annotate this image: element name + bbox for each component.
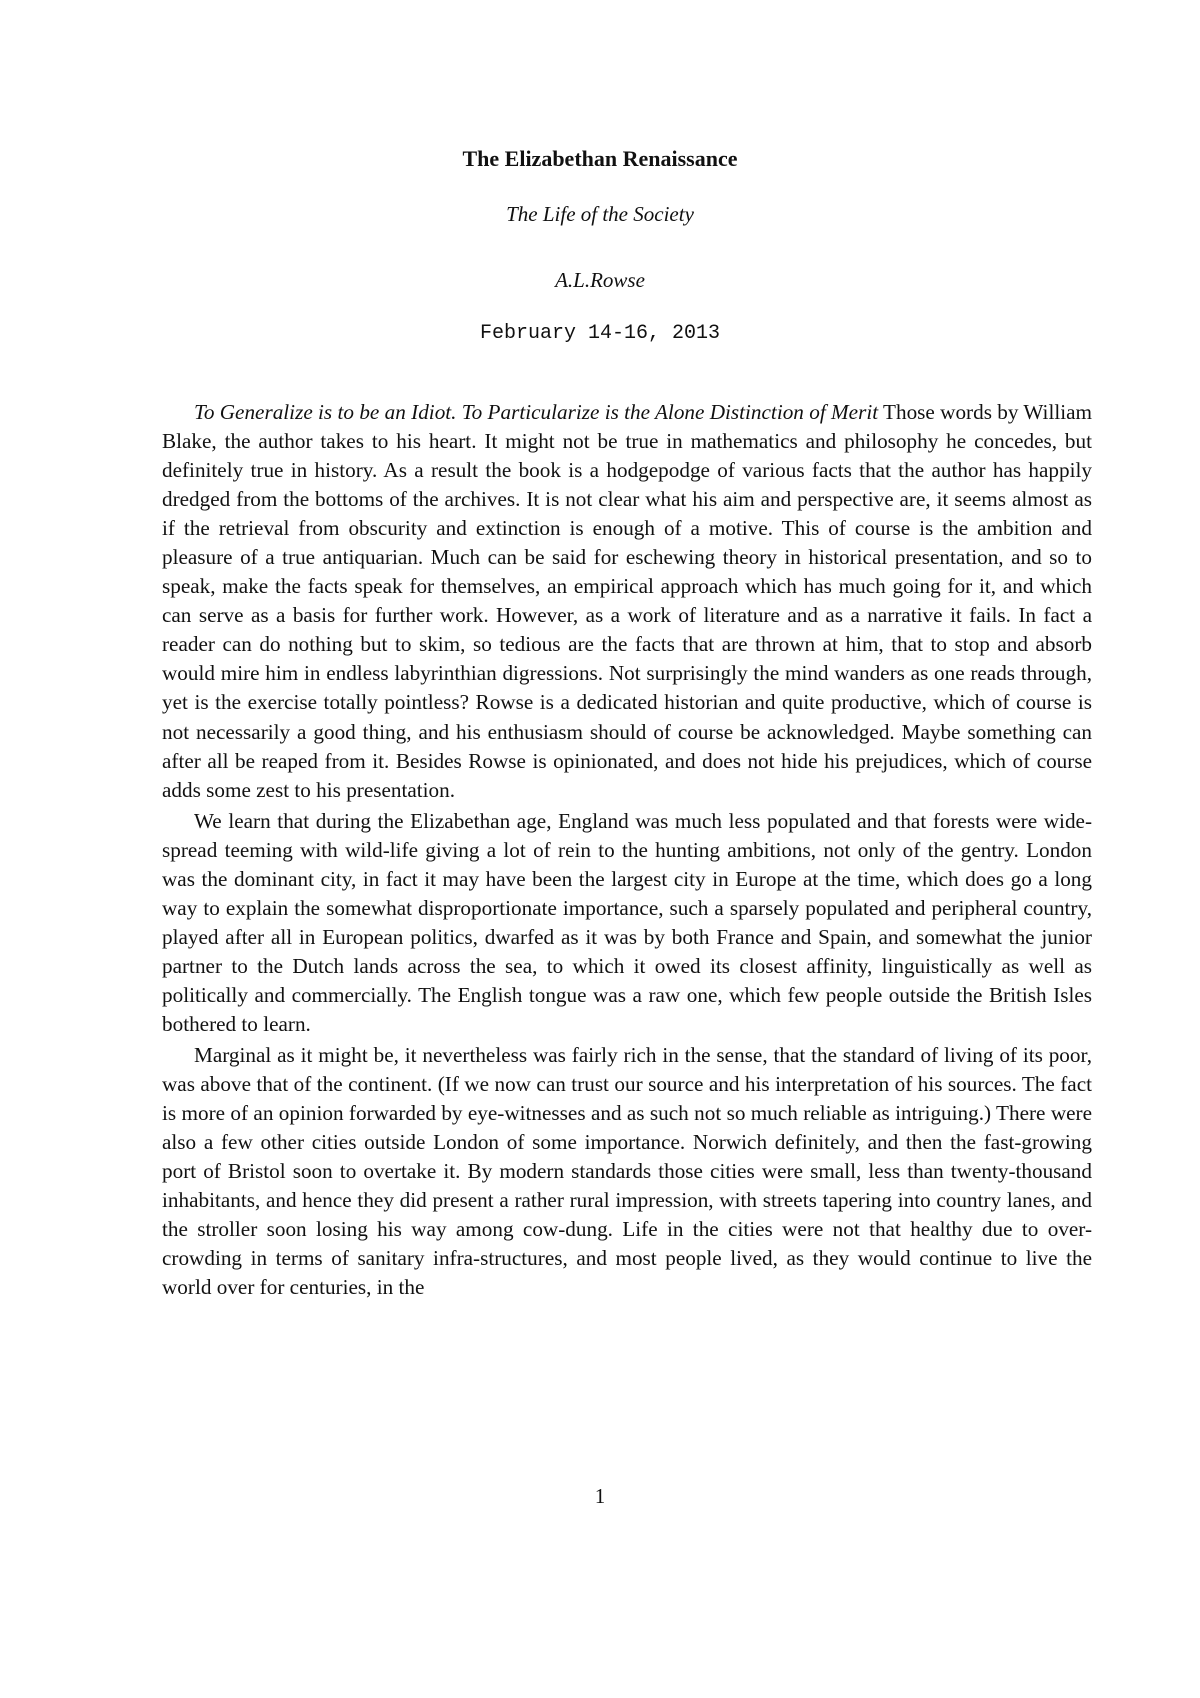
paragraph-3: Marginal as it might be, it nevertheless was fairly rich in the sense, that the standard of living of its poor, was above that of the continent. (If we now can trust our source and his interpretation of his sources. The fact is more of an opinion forwarded by eye-witnesses and as such not so much reliable as intriguing.) There were also a few other cities outside London of some importance. Norwich definitely, and then the fast-growing port of Bristol soon to overtake it. By modern standards those cities were small, less than twenty-thousand inhabitants, and hence they did present a rather rural impression, with streets tapering into country lanes, and the stroller soon losing his way among cow-dung. Life in the cities were not that healthy due to over-crowding in terms of sanitary infra-structures, and most people lived, as they would continue to live the world over for centuries, in the xyxy=(162,1043,1092,1300)
paragraph-1 xyxy=(162,398,1092,805)
epigraph-quote: To Generalize is to be an Idiot. To Particularize is the Alone Distinction of Merit xyxy=(194,400,879,424)
document-author: A.L.Rowse xyxy=(555,268,645,292)
paragraph-1-text: Those words by William Blake, the author takes to his heart. It might not be true in mathematics and philosophy he concedes, but definitely true in history. As a result the book is a hodgepodge of various facts that the author has happily dredged from the bottoms of the archives. It is not clear what his aim and perspective are, it seems almost as if the retrieval from obscurity and extinction is enough of a motive. This of course is the ambition and pleasure of a true antiquarian. Much can be said for eschewing theory in historical presentation, and so to speak, make the facts speak for themselves, an empirical approach which has much going for it, and which can serve as a basis for further work. However, as a work of literature and as a narrative it fails. In fact a reader can do nothing but to skim, so tedious are the facts that are thrown at him, that to stop and absorb would mire him in endless labyrinthian digressions. Not surprisingly the mind wanders as one reads through, yet is the exercise totally pointless? Rowse is a dedicated historian and quite productive, which of course is not necessarily a good thing, and his enthusiasm should of course be acknowledged. Maybe something can after all be reaped from it. Besides Rowse is opinionated, and does not hide his prejudices, which of course adds some zest to his presentation. xyxy=(162,400,1092,802)
document-body xyxy=(162,398,1092,1304)
document-date: February 14-16, 2013 xyxy=(479,322,721,345)
document-title: The Elizabethan Renaissance xyxy=(462,146,738,171)
page-number: 1 xyxy=(594,1484,606,1508)
paragraph-2: We learn that during the Elizabethan age, England was much less populated and that forests were wide-spread teeming with wild-life giving a lot of rein to the hunting ambitions, not only of the gentry. London was the dominant city, in fact it may have been the largest city in Europe at the time, which does go a long way to explain the somewhat disproportionate importance, such a sparsely populated and peripheral country, played after all in European politics, dwarfed as it was by both France and Spain, and somewhat the junior partner to the Dutch lands across the sea, to which it owed its closest affinity, linguistically as well as politically and commercially. The English tongue was a raw one, which few people outside the British Isles bothered to learn. xyxy=(162,808,1092,1036)
document-subtitle: The Life of the Society xyxy=(506,202,694,226)
